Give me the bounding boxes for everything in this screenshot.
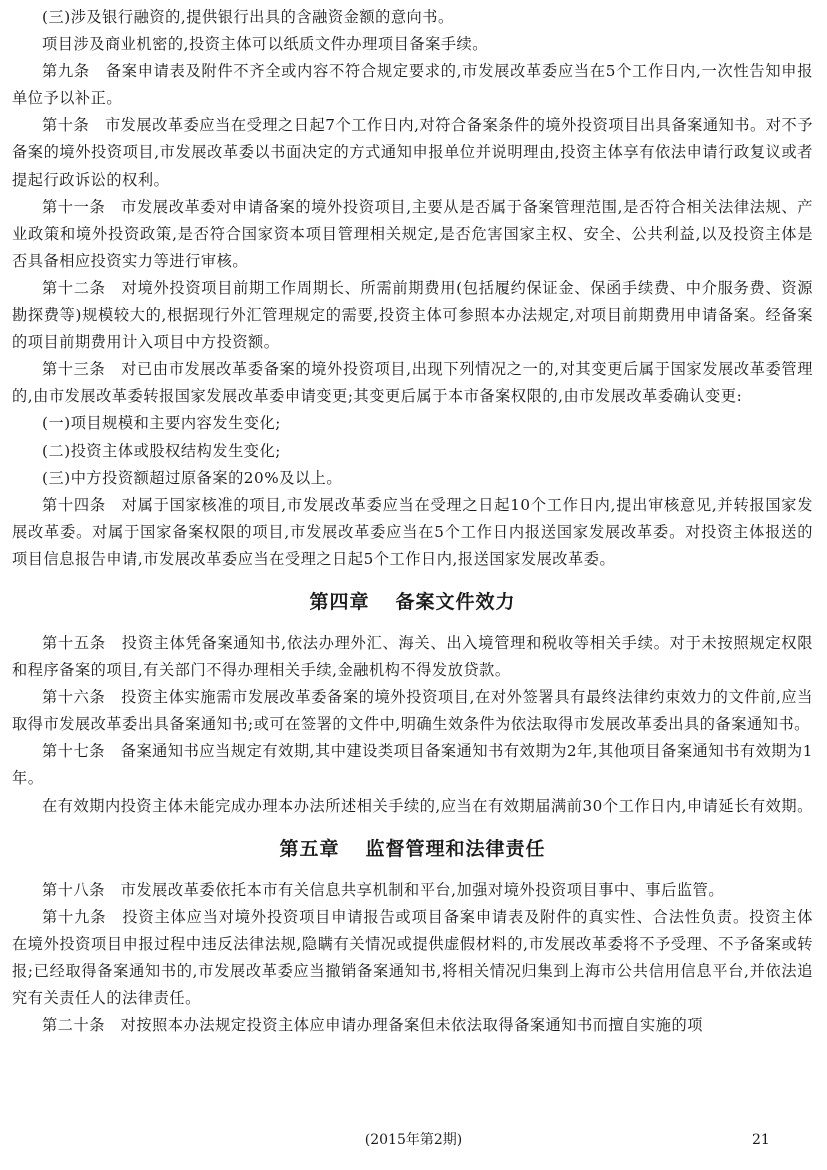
paragraph: 第十四条 对属于国家核准的项目,市发展改革委应当在受理之日起10个工作日内,提出审核意见,并转报国家发展改革委。对属于国家备案权限的项目,市发展改革委应当在5个工作日内报送国家发展改革委。对投资主体报送的项目信息报告申请,市发展改革委应当在受理之日起5个工作日内,报送国家发展改革委。	[12, 495, 813, 568]
paragraph: 第十九条 投资主体应当对境外投资项目申请报告或项目备案申请表及附件的真实性、合法性负责。投资主体在境外投资项目申报过程中违反法律法规,隐瞒有关情况或提供虚假材料的,市发展改革委将不予受理、不予备案或转报;已经取得备案通知书的,市发展改革委应当撤销备案通知书,将相关情况归集到上海市公共信用信息平台,并依法追究有关责任人的法律责任。	[12, 907, 813, 1007]
paragraph: 第九条 备案申请表及附件不齐全或内容不符合规定要求的,市发展改革委应当在5个工作日内,一次性告知申报单位予以补正。	[12, 62, 813, 108]
issue-label: (2015年第2期)	[364, 1132, 463, 1148]
chapter-4-heading	[12, 576, 813, 628]
chapter-4-number: 第四章	[309, 590, 370, 613]
paragraph: 第十二条 对境外投资项目前期工作周期长、所需前期费用(包括履约保证金、保函手续费、中介服务费、资源勘探费等)规模较大的,根据现行外汇管理规定的需要,投资主体可参照本办法规定,对项目前期费用申请备案。经备案的项目前期费用计入项目中方投资额。	[12, 278, 813, 352]
paragraph: 第十七条 备案通知书应当规定有效期,其中建设类项目备案通知书有效期为2年,其他项目备案通知书有效期为1年。	[12, 742, 813, 788]
paragraph: 第十条 市发展改革委应当在受理之日起7个工作日内,对符合备案条件的境外投资项目出具备案通知书。对不予备案的境外投资项目,市发展改革委以书面决定的方式通知申报单位并说明理由,投资主体享有依法申请行政复议或者提起行政诉讼的权利。	[12, 116, 813, 189]
paragraph: 项目涉及商业机密的,投资主体可以纸质文件办理项目备案手续。	[42, 35, 489, 54]
chapter-4-title: 备案文件效力	[395, 590, 516, 613]
paragraph: (三)涉及银行融资的,提供银行出具的含融资金额的意向书。	[42, 8, 454, 26]
page-footer	[0, 1128, 827, 1152]
paragraph: 在有效期内投资主体未能完成办理本办法所述相关手续的,应当在有效期届满前30个工作日内,申请延长有效期。	[42, 796, 813, 815]
chapter-5-heading	[12, 823, 813, 875]
page-number: 21	[752, 1132, 770, 1148]
paragraph: (二)投资主体或股权结构发生变化;	[42, 441, 281, 460]
paragraph: 第十三条 对已由市发展改革委备案的境外投资项目,出现下列情况之一的,对其变更后属于国家发展改革委管理的,由市发展改革委转报国家发展改革委申请变更;其变更后属于本市备案权限的,由市发展改革委确认变更:	[12, 360, 813, 406]
section-chapter4	[12, 630, 813, 820]
paragraph: 第十一条 市发展改革委对申请备案的境外投资项目,主要从是否属于备案管理范围,是否符合相关法律法规、产业政策和境外投资政策,是否符合国家资本项目管理相关规定,是否危害国家主权、安全、公共利益,以及投资主体是否具备相应投资实力等进行审核。	[12, 197, 813, 270]
paragraph: 第十五条 投资主体凭备案通知书,依法办理外汇、海关、出入境管理和税收等相关手续。对于未按照规定权限和程序备案的项目,有关部门不得办理相关手续,金融机构不得发放贷款。	[12, 633, 813, 680]
page-body	[12, 4, 813, 1039]
section-chapter5	[12, 877, 813, 1040]
paragraph: 第二十条 对按照本办法规定投资主体应申请办理备案但未依法取得备案通知书而擅自实施的项	[42, 1016, 703, 1035]
section-chapter3-tail	[12, 4, 813, 573]
chapter-5-number: 第五章	[279, 837, 340, 860]
paragraph: 第十六条 投资主体实施需市发展改革委备案的境外投资项目,在对外签署具有最终法律约束效力的文件前,应当取得市发展改革委出具备案通知书;或可在签署的文件中,明确生效条件为依法取得市发展改革委出具的备案通知书。	[12, 688, 813, 734]
chapter-5-title: 监督管理和法律责任	[365, 837, 546, 860]
paragraph: (三)中方投资额超过原备案的20%及以上。	[42, 468, 343, 487]
paragraph: (一)项目规模和主要内容发生变化;	[42, 414, 281, 433]
paragraph: 第十八条 市发展改革委依托本市有关信息共享机制和平台,加强对境外投资项目事中、事后监管。	[42, 880, 725, 899]
